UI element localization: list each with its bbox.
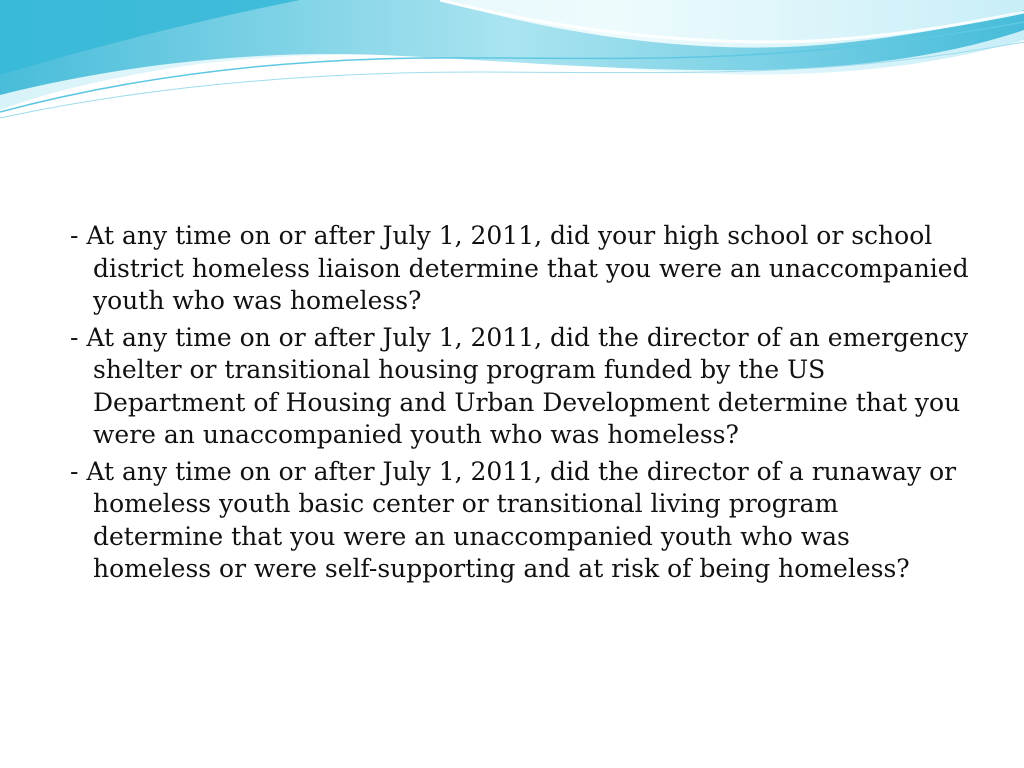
bullet-item-3: - At any time on or after July 1, 2011, did the director of a runaway or homeless youth basic center or transitional living program determine that you were an unaccompanied youth who was homeless or were self-supporting and at risk of being homeless? <box>70 456 957 583</box>
bullet-item-2: - At any time on or after July 1, 2011, did the director of an emergency shelter or transitional housing program funded by the US Department of Housing and Urban Development determine that you were an unaccompanied youth who was homeless? <box>70 322 969 449</box>
decorative-wave-header <box>0 0 1024 130</box>
bullet-item-1: - At any time on or after July 1, 2011, did your high school or school district homeless liaison determine that you were an unaccompanied youth who was homeless? <box>70 221 969 315</box>
slide-body <box>70 220 970 590</box>
